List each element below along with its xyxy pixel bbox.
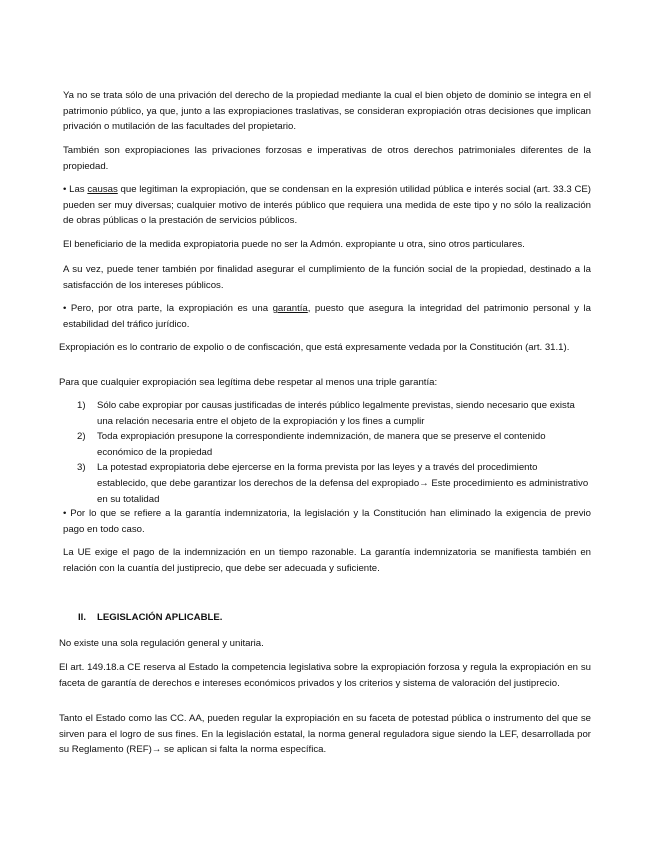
list-item [77, 429, 591, 460]
garantia-suffix: , puesto que asegura la integridad del patrimonio personal y la estabilidad del tráfico jurídico. [63, 303, 591, 330]
paragraph-funcion-social: A su vez, puede tener también por finalidad asegurar el cumplimiento de la función social de la propiedad, destinado a la satisfacción de los intereses públicos. [63, 264, 591, 291]
causas-suffix: que legitiman la expropiación, que se condensan en la expresión utilidad pública e interés social (art. 33.3 CE) pueden ser muy diversas; cualquier motivo de interés público que requiera una medida de este tipo y no sólo la realización de obras públicas o la prestación de servicios públicos. [63, 184, 591, 227]
paragraph-indemnizatoria: • Por lo que se refiere a la garantía indemnizatoria, la legislación y la Constitución han eliminado la exigencia de previo pago en todo caso. [63, 508, 591, 535]
paragraph-regulacion: No existe una sola regulación general y unitaria. [59, 638, 264, 649]
list-item [77, 398, 591, 429]
garantia-underlined: garantía [272, 303, 308, 314]
paragraph-privaciones-forzosas: También son expropiaciones las privaciones forzosas e imperativas de otros derechos patrimoniales diferentes de la propiedad. [63, 145, 591, 172]
causas-prefix: • Las [63, 184, 88, 195]
guarantees-list [77, 398, 591, 507]
paragraph-triple-garantia: Para que cualquier expropiación sea legítima debe respetar al menos una triple garantía: [59, 377, 438, 388]
section-heading [78, 610, 222, 626]
section-numeral: II. [78, 612, 86, 623]
paragraph-garantia [63, 301, 591, 332]
paragraph-privacion: Ya no se trata sólo de una privación del derecho de la propiedad mediante la cual el bien objeto de dominio se integra en el patrimonio público, ya que, junto a las expropiaciones traslativas, se consideran expropiación otras decisiones que implican privación o mutilación de las facultades del propietario. [63, 90, 591, 133]
list-number: 1) [77, 400, 86, 411]
list-text: Toda expropiación presupone la correspondiente indemnización, de manera que se preserve el contenido económico de la propiedad [97, 431, 546, 458]
list-number: 2) [77, 431, 86, 443]
paragraph-causas [63, 182, 591, 229]
paragraph-art-149: El art. 149.18.a CE reserva al Estado la competencia legislativa sobre la expropiación forzosa y regula la expropiación en su faceta de garantía de derechos e intereses económicos privados y los criterios y sistema de valoración del justiprecio. [59, 662, 591, 689]
list-text: La potestad expropiatoria debe ejercerse en la forma prevista por las leyes y a través del procedimiento establecido, que debe garantizar los derechos de la defensa del expropiado→ Este procedimiento es administrativo en su totalidad [97, 462, 589, 505]
causas-underlined: causas [87, 184, 118, 195]
section-title: LEGISLACIÓN APLICABLE. [97, 612, 223, 623]
list-text: Sólo cabe expropiar por causas justificadas de interés público legalmente previstas, siendo necesario que exista una relación necesaria entre el objeto de la expropiación y los fines a cumplir [97, 400, 575, 427]
list-number: 3) [77, 462, 86, 474]
paragraph-expolio: Expropiación es lo contrario de expolio o de confiscación, que está expresamente vedada por la Constitución (art. 31.1). [59, 342, 570, 353]
paragraph-ue: La UE exige el pago de la indemnización en un tiempo razonable. La garantía indemnizatoria se manifiesta también en relación con la cuantía del justiprecio, que debe ser adecuada y suficiente. [63, 547, 591, 574]
paragraph-estado-ccaa: Tanto el Estado como las CC. AA, pueden regular la expropiación en su faceta de potestad pública o instrumento del que se sirven para el logro de sus fines. En la legislación estatal, la norma general reguladora sigue siendo la LEF, desarrollada por su Reglamento (REF)→ se aplican si falta la norma específica. [59, 713, 591, 756]
garantia-prefix: • Pero, por otra parte, la expropiación es una [63, 303, 273, 314]
paragraph-beneficiario: El beneficiario de la medida expropiatoria puede no ser la Admón. expropiante u otra, sino otros particulares. [63, 239, 525, 250]
list-item [77, 460, 591, 507]
